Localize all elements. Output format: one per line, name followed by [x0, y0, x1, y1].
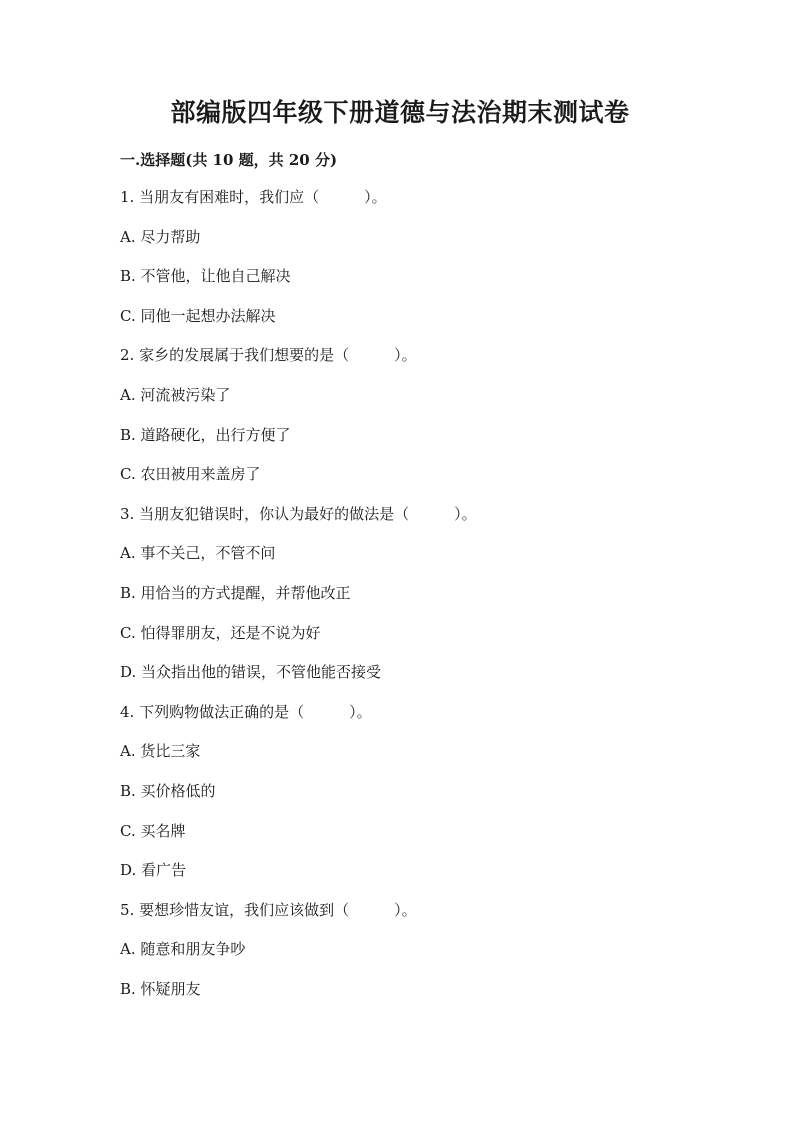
question-option: C. 农田被用来盖房了: [120, 465, 261, 484]
question-stem: 2. 家乡的发展属于我们想要的是（ ）。: [120, 346, 417, 365]
question-option: B. 用恰当的方式提醒，并帮他改正: [120, 583, 351, 602]
question-option: A. 事不关己，不管不问: [120, 544, 276, 563]
question-stem: 1. 当朋友有困难时，我们应（ ）。: [120, 188, 387, 206]
question-option: D. 当众指出他的错误，不管他能否接受: [120, 663, 382, 682]
question-option: B. 不管他，让他自己解决: [120, 267, 291, 286]
question-option: C. 怕得罪朋友，还是不说为好: [120, 623, 321, 642]
question-option: A. 货比三家: [120, 742, 201, 761]
question-option: B. 怀疑朋友: [120, 979, 201, 998]
question-stem: 3. 当朋友犯错误时，你认为最好的做法是（ ）。: [120, 504, 477, 523]
question-option: C. 同他一起想办法解决: [120, 306, 276, 325]
question-list: [120, 185, 720, 1016]
question-option: A. 尽力帮助: [120, 227, 201, 246]
question-option: D. 看广告: [120, 861, 187, 880]
page-title: 部编版四年级下册道德与法治期末测试卷: [170, 98, 630, 127]
question-option: A. 随意和朋友争吵: [120, 940, 246, 959]
question-option: A. 河流被污染了: [120, 385, 231, 404]
section-heading: 一.选择题(共 10 题，共 20 分): [120, 151, 338, 169]
question-stem: 4. 下列购物做法正确的是（ ）。: [120, 702, 372, 721]
question-option: B. 道路硬化，出行方便了: [120, 425, 291, 444]
question-option: B. 买价格低的: [120, 781, 216, 800]
question-stem: 5. 要想珍惜友谊，我们应该做到（ ）。: [120, 900, 417, 919]
question-option: C. 买名牌: [120, 821, 186, 840]
